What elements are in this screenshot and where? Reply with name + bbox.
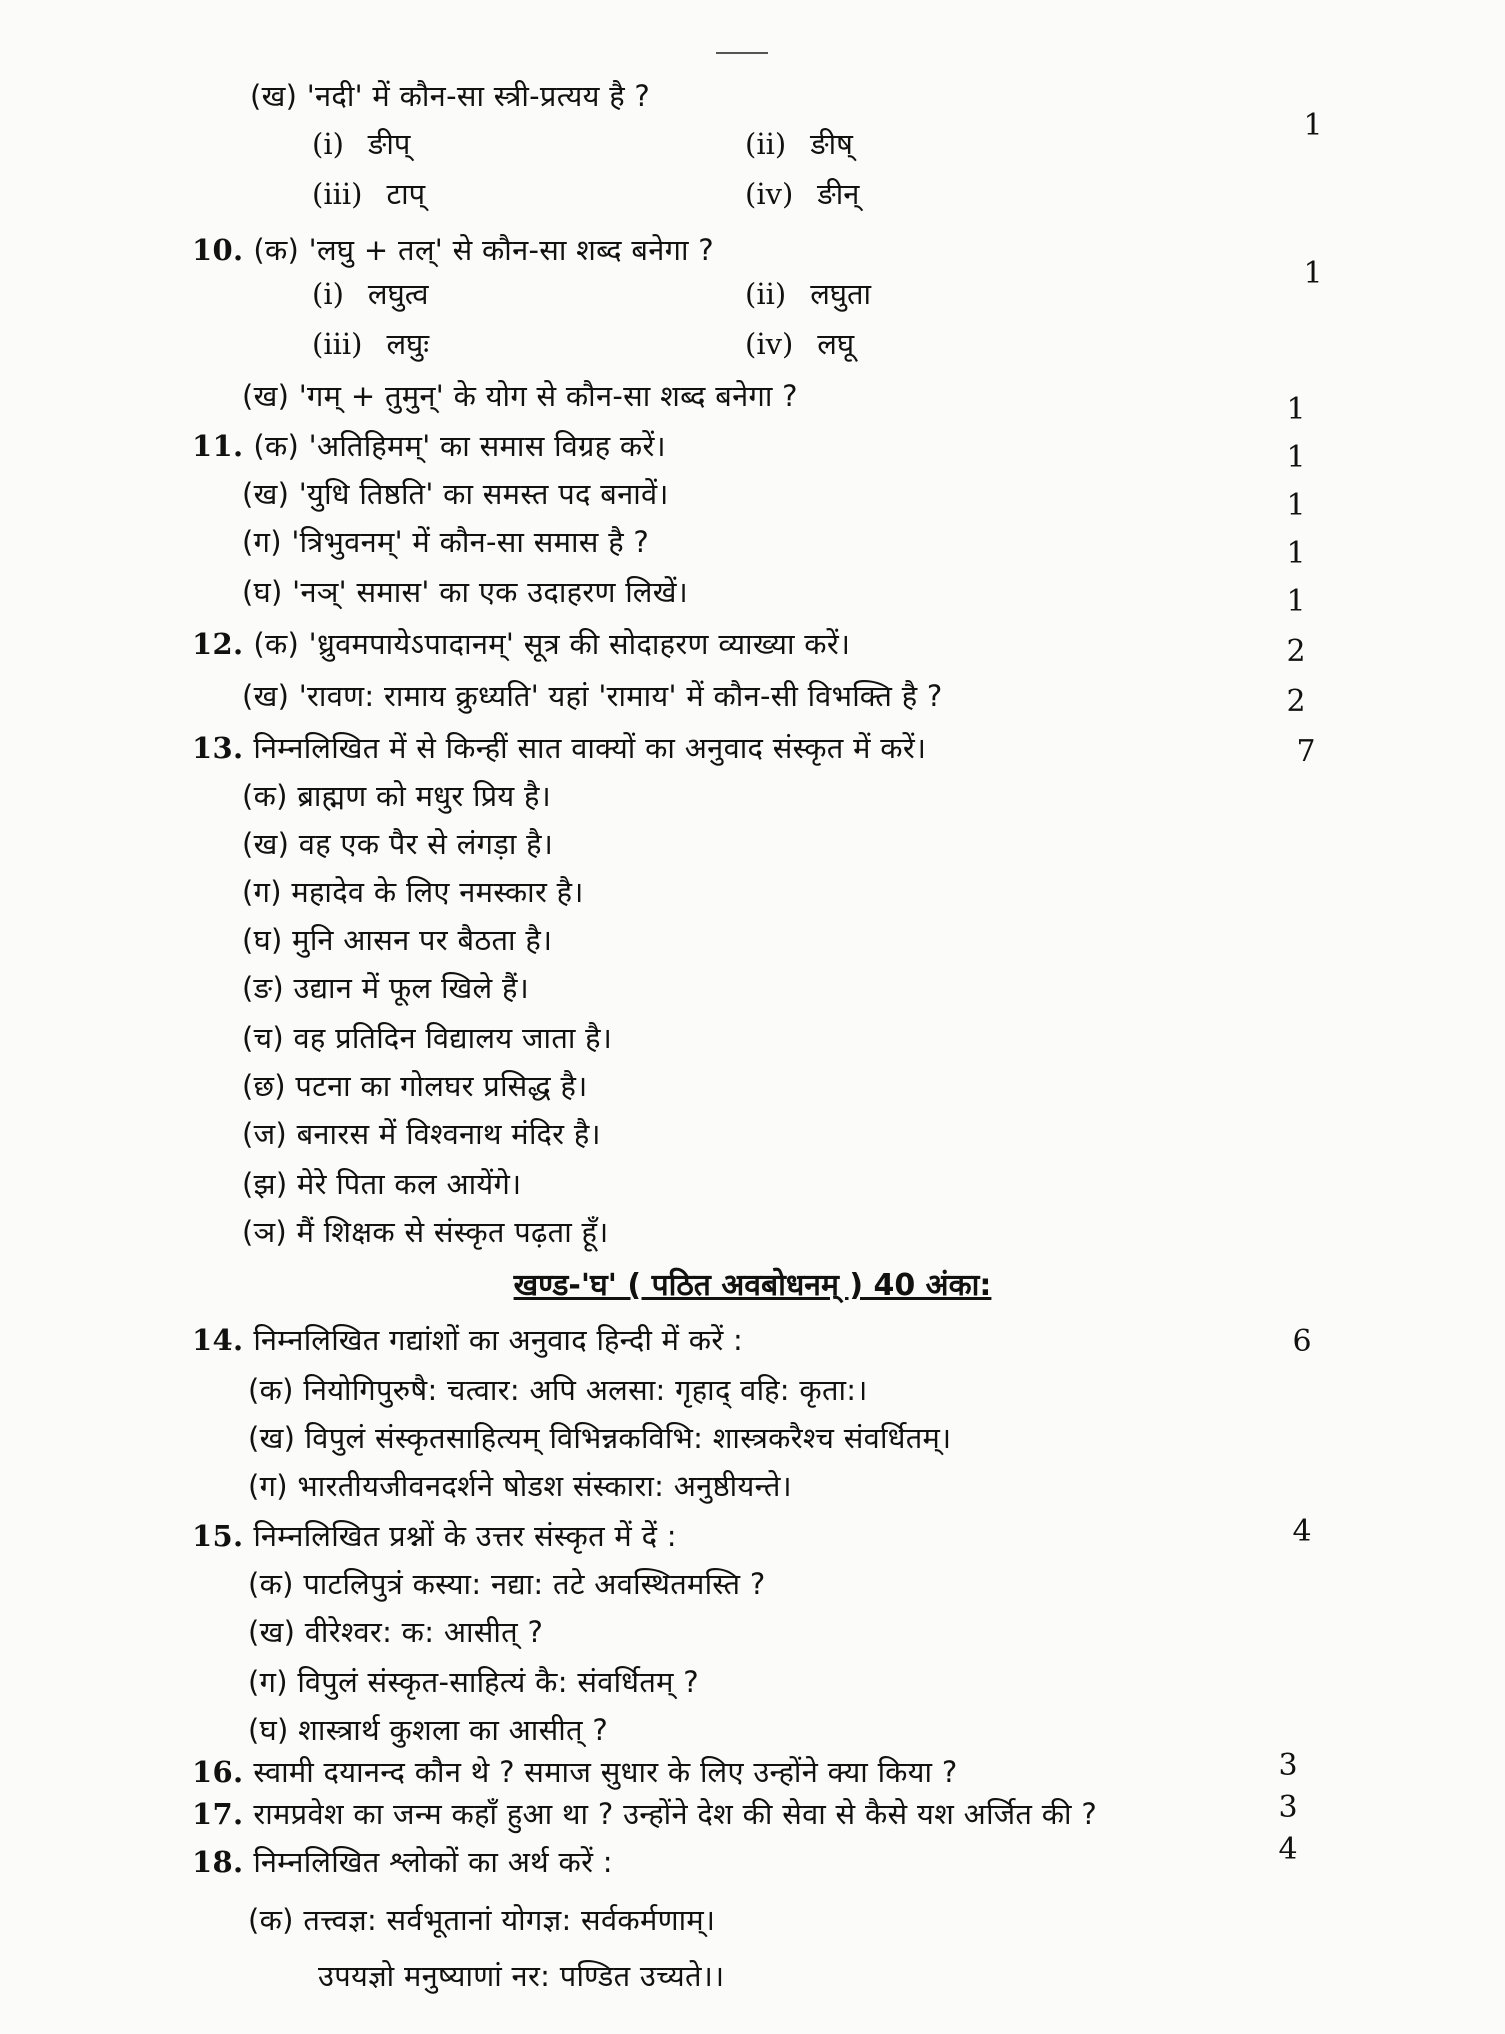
q13-item-5: (ङ) उद्यान में फूल खिले हैं। <box>242 971 530 1005</box>
q16-marks: 3 <box>1278 1748 1298 1783</box>
q11c: (ग) 'त्रिभुवनम्' में कौन-सा समास है ? <box>242 525 650 559</box>
q18a-line1: (क) तत्त्वज्ञ: सर्वभूतानां योगज्ञ: सर्वकर्मणाम्। <box>248 1903 716 1937</box>
q12a-marks: 2 <box>1286 634 1306 669</box>
q13-item-4: (घ) मुनि आसन पर बैठता है। <box>242 923 553 957</box>
q11c-marks: 1 <box>1286 536 1306 571</box>
q13-item-10: (ञ) मैं शिक्षक से संस्कृत पढ़ता हूँ। <box>242 1215 609 1249</box>
q17-text: 17. रामप्रवेश का जन्म कहाँ हुआ था ? उन्होंने देश की सेवा से कैसे यश अर्जित की ? <box>192 1797 1098 1831</box>
q9b-text: (ख) 'नदी' में कौन-सा स्त्री-प्रत्यय है ? <box>250 79 651 113</box>
q12a: 12. (क) 'ध्रुवमपायेऽपादानम्' सूत्र की सोदाहरण व्याख्या करें। <box>192 627 851 661</box>
q15-marks: 4 <box>1292 1514 1312 1549</box>
q11a-marks: 1 <box>1286 440 1306 475</box>
q14-item-3: (ग) भारतीयजीवनदर्शने षोडश संस्कारा: अनुष्ठीयन्ते। <box>248 1469 792 1503</box>
q11b-marks: 1 <box>1286 488 1306 523</box>
q9b-opt-4: (iv) ङीन् <box>745 177 860 211</box>
q10a-marks: 1 <box>1303 256 1323 291</box>
q10b-marks: 1 <box>1286 392 1306 427</box>
q13-item-8: (ज) बनारस में विश्वनाथ मंदिर है। <box>242 1117 601 1151</box>
q9b-opt-3: (iii) टाप् <box>312 177 426 211</box>
q18a-line2: उपयज्ञो मनुष्याणां नर: पण्डित उच्यते।। <box>318 1959 725 1993</box>
q10b: (ख) 'गम् + तुमुन्' के योग से कौन-सा शब्द बनेगा ? <box>242 379 798 413</box>
q10-opt-1: (i) लघुत्व <box>312 277 429 311</box>
q13-item-7: (छ) पटना का गोलघर प्रसिद्ध है। <box>242 1069 588 1103</box>
q12b: (ख) 'रावण: रामाय क्रुध्यति' यहां 'रामाय' में कौन-सी विभक्ति है ? <box>242 679 943 713</box>
q15-item-1: (क) पाटलिपुत्रं कस्या: नद्या: तटे अवस्थितमस्ति ? <box>248 1567 766 1601</box>
q10-opt-4: (iv) लघू <box>745 327 855 361</box>
q14-marks: 6 <box>1292 1324 1312 1359</box>
q11a: 11. (क) 'अतिहिमम्' का समास विग्रह करें। <box>192 429 666 463</box>
q15-text: 15. निम्नलिखित प्रश्नों के उत्तर संस्कृत में दें : <box>192 1519 677 1553</box>
q17-marks: 3 <box>1278 1790 1298 1825</box>
q13-marks: 7 <box>1296 734 1316 769</box>
q13-item-1: (क) ब्राह्मण को मधुर प्रिय है। <box>242 779 552 813</box>
q13-text: 13. निम्नलिखित में से किन्हीं सात वाक्यों का अनुवाद संस्कृत में करें। <box>192 731 927 765</box>
q18-text: 18. निम्नलिखित श्लोकों का अर्थ करें : <box>192 1845 613 1879</box>
q9b-opt-2: (ii) ङीष् <box>745 127 853 161</box>
q10-opt-3: (iii) लघुः <box>312 327 430 361</box>
q15-item-4: (घ) शास्त्रार्थ कुशला का आसीत् ? <box>248 1713 609 1747</box>
q16-text: 16. स्वामी दयानन्द कौन थे ? समाज सुधार के लिए उन्होंने क्या किया ? <box>192 1755 958 1789</box>
q13-item-9: (झ) मेरे पिता कल आयेंगे। <box>242 1167 522 1201</box>
q15-item-3: (ग) विपुलं संस्कृत-साहित्यं कै: संवर्धितम् ? <box>248 1665 700 1699</box>
q14-item-1: (क) नियोगिपुरुषै: चत्वार: अपि अलसा: गृहाद् वहि: कृता:। <box>248 1373 868 1407</box>
q12b-marks: 2 <box>1286 684 1306 719</box>
q11d: (घ) 'नञ्' समास' का एक उदाहरण लिखें। <box>242 575 689 609</box>
q10-opt-2: (ii) लघुता <box>745 277 872 311</box>
q9b-marks: 1 <box>1303 108 1323 143</box>
q13-item-3: (ग) महादेव के लिए नमस्कार है। <box>242 875 584 909</box>
q18-marks: 4 <box>1278 1832 1298 1867</box>
section-heading: खण्ड-'घ' ( पठित अवबोधनम् ) 40 अंका: <box>513 1268 992 1303</box>
q15-item-2: (ख) वीरेश्वर: क: आसीत् ? <box>248 1615 544 1649</box>
q10a: 10. (क) 'लघु + तल्' से कौन-सा शब्द बनेगा ? <box>192 233 714 267</box>
q11b: (ख) 'युधि तिष्ठति' का समस्त पद बनावें। <box>242 477 669 511</box>
q14-item-2: (ख) विपुलं संस्कृतसाहित्यम् विभिन्नकविभि: शास्त्रकरैश्च संवर्धितम्। <box>248 1421 952 1455</box>
q13-item-6: (च) वह प्रतिदिन विद्यालय जाता है। <box>242 1021 613 1055</box>
top-mark <box>716 52 768 54</box>
q9b-opt-1: (i) ङीप् <box>312 127 411 161</box>
q11d-marks: 1 <box>1286 584 1306 619</box>
q14-text: 14. निम्नलिखित गद्यांशों का अनुवाद हिन्दी में करें : <box>192 1323 744 1357</box>
q13-item-2: (ख) वह एक पैर से लंगड़ा है। <box>242 827 554 861</box>
